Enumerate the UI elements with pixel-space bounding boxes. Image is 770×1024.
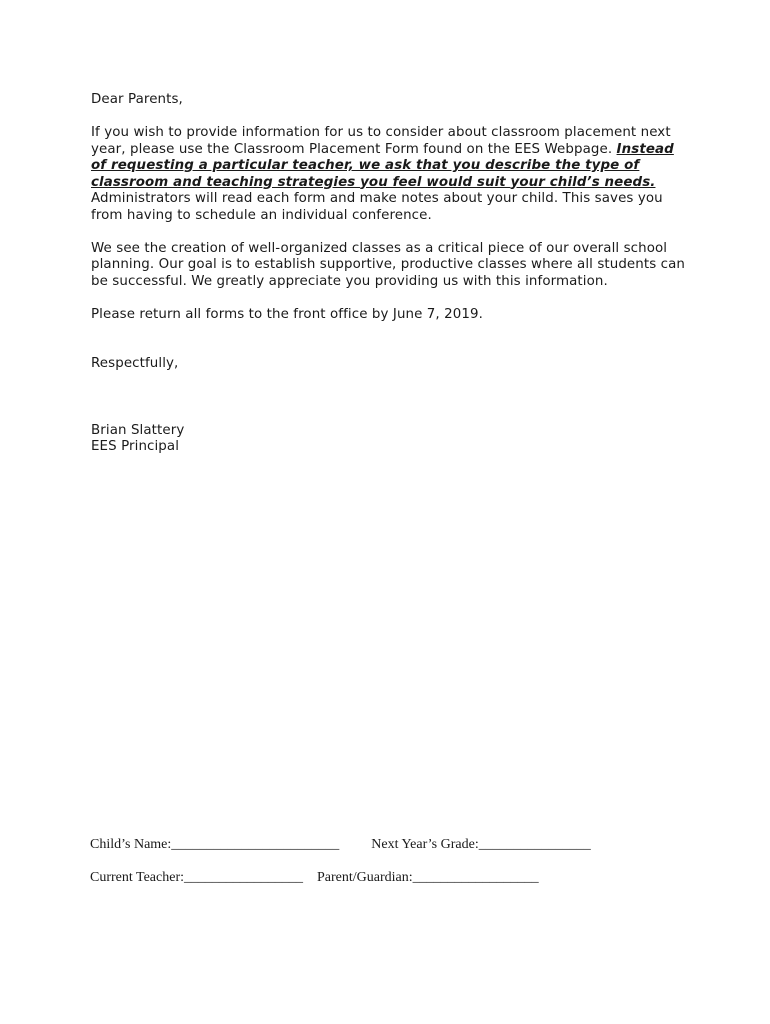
next-year-grade-field[interactable]: Next Year’s Grade:________________ [371,837,591,852]
letter-greeting: Dear Parents, [91,92,183,107]
placement-form-fields [90,836,690,886]
letter-paragraph-planning: We see the creation of well-organized classes as a critical piece of our overall school planning. Our goal is to establish supportive, productive classes where all students can be successful. We greatly appreciate you providing us with this information. [91,240,685,289]
parent-guardian-field[interactable]: Parent/Guardian:__________________ [317,870,539,885]
placement-emphasis-text: Instead of requesting a particular teacher, we ask that you describe the type of classroom and teaching strategies you feel would suit your child’s needs. [91,141,674,190]
letter-body [91,92,691,456]
form-row-teacher [90,869,690,886]
placement-rest-text: Administrators will read each form and make notes about your child. This saves you from having to schedule an individual conference. [91,191,663,223]
letter-paragraph-deadline: Please return all forms to the front office by June 7, 2019. [91,306,483,322]
signer-title: EES Principal [91,439,180,454]
childs-name-field[interactable]: Child’s Name:________________________ [90,837,340,852]
letter-paragraph-placement [91,125,691,224]
current-teacher-field[interactable]: Current Teacher:_________________ [90,870,303,885]
form-row-child [90,836,690,853]
signer-name: Brian Slattery [91,422,185,438]
letter-closing: Respectfully, [91,356,179,371]
placement-intro-text: If you wish to provide information for us to consider about classroom placement next year, please use the Classroom Placement Form found on the EES Webpage. [91,125,671,157]
